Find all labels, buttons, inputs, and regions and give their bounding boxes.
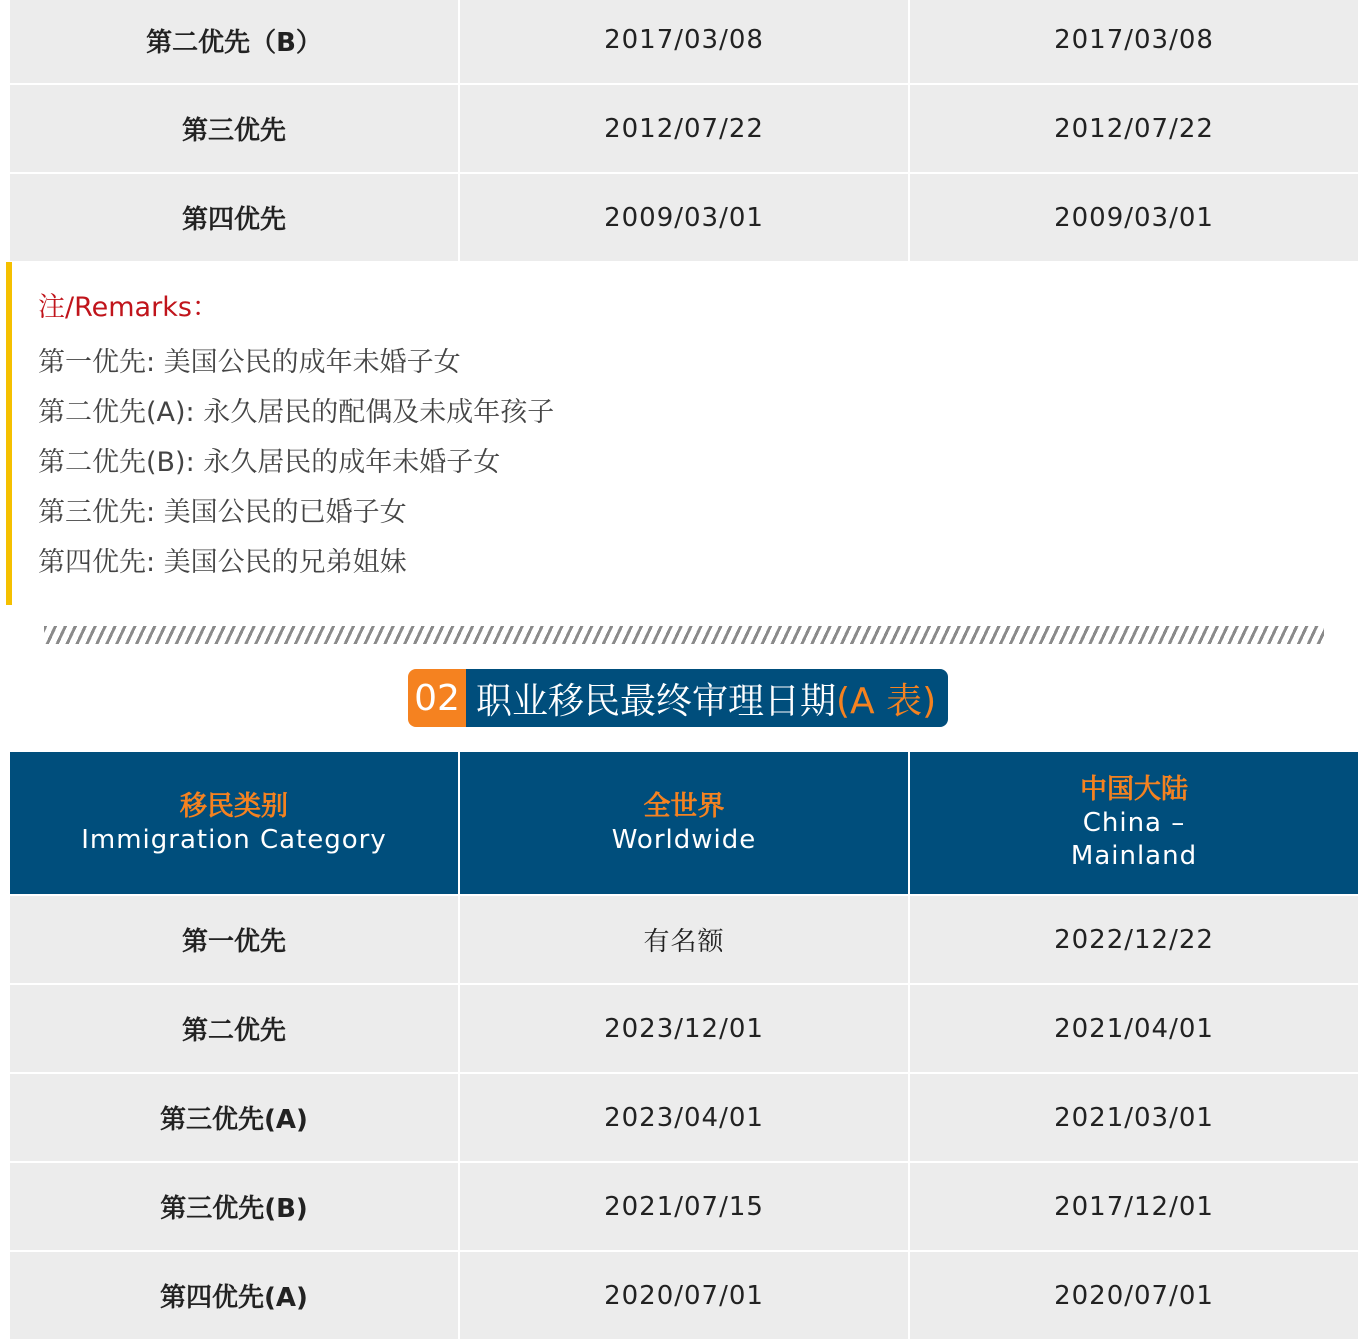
table-row	[9, 0, 1359, 84]
china-cell: 2012/07/22	[909, 84, 1359, 173]
worldwide-cell: 2009/03/01	[459, 173, 909, 262]
remarks-box	[6, 262, 1356, 605]
china-cell: 2017/03/08	[909, 0, 1359, 84]
table-row	[9, 84, 1359, 173]
china-cell: 2009/03/01	[909, 173, 1359, 262]
remark-line: 第二优先(B): 永久居民的成年未婚子女	[38, 447, 501, 478]
remark-line: 第二优先(A): 永久居民的配偶及未成年孩子	[38, 397, 555, 428]
category-cell: 第二优先	[9, 984, 459, 1073]
worldwide-cell: 2021/07/15	[459, 1162, 909, 1251]
category-cell: 第一优先	[9, 895, 459, 984]
category-cell: 第四优先(A)	[9, 1251, 459, 1340]
table-row	[9, 173, 1359, 262]
category-cell: 第二优先（B）	[9, 0, 459, 84]
worldwide-cell: 2023/12/01	[459, 984, 909, 1073]
section-heading	[408, 669, 948, 727]
china-cell: 2022/12/22	[909, 895, 1359, 984]
section-title-suffix: (A 表)	[836, 680, 937, 722]
table-row	[9, 895, 1359, 984]
category-cell: 第四优先	[9, 173, 459, 262]
worldwide-cell: 2017/03/08	[459, 0, 909, 84]
china-cell: 2017/12/01	[909, 1162, 1359, 1251]
header-en: China – Mainland	[1070, 808, 1198, 871]
table-row	[9, 1251, 1359, 1340]
header-zh: 全世界	[643, 790, 725, 822]
table-row	[9, 984, 1359, 1073]
hatched-divider	[44, 626, 1324, 644]
header-en: Worldwide	[611, 824, 757, 855]
remark-line: 第一优先: 美国公民的成年未婚子女	[38, 347, 461, 378]
china-cell: 2021/04/01	[909, 984, 1359, 1073]
china-cell: 2021/03/01	[909, 1073, 1359, 1162]
table-row	[9, 1073, 1359, 1162]
china-cell: 2020/07/01	[909, 1251, 1359, 1340]
category-cell: 第三优先(A)	[9, 1073, 459, 1162]
category-cell: 第三优先	[9, 84, 459, 173]
remarks-title: 注/Remarks：	[38, 292, 219, 323]
header-zh: 移民类别	[180, 790, 288, 822]
header-zh: 中国大陆	[1080, 774, 1188, 805]
section-title	[466, 669, 948, 727]
header-en: Immigration Category	[81, 824, 387, 855]
worldwide-cell: 2012/07/22	[459, 84, 909, 173]
category-cell: 第三优先(B)	[9, 1162, 459, 1251]
worldwide-cell: 2020/07/01	[459, 1251, 909, 1340]
remark-line: 第四优先: 美国公民的兄弟姐妹	[38, 547, 407, 578]
section-number: 02	[408, 669, 466, 727]
employment-dates-table	[8, 750, 1360, 1341]
table-row	[9, 1162, 1359, 1251]
section-title-text: 职业移民最终审理日期	[476, 680, 837, 722]
header-china	[909, 751, 1359, 895]
table-header-row	[9, 751, 1359, 895]
family-dates-table	[8, 0, 1360, 263]
header-category	[9, 751, 459, 895]
header-worldwide	[459, 751, 909, 895]
remark-line: 第三优先: 美国公民的已婚子女	[38, 497, 407, 528]
worldwide-cell: 有名额	[459, 895, 909, 984]
worldwide-cell: 2023/04/01	[459, 1073, 909, 1162]
